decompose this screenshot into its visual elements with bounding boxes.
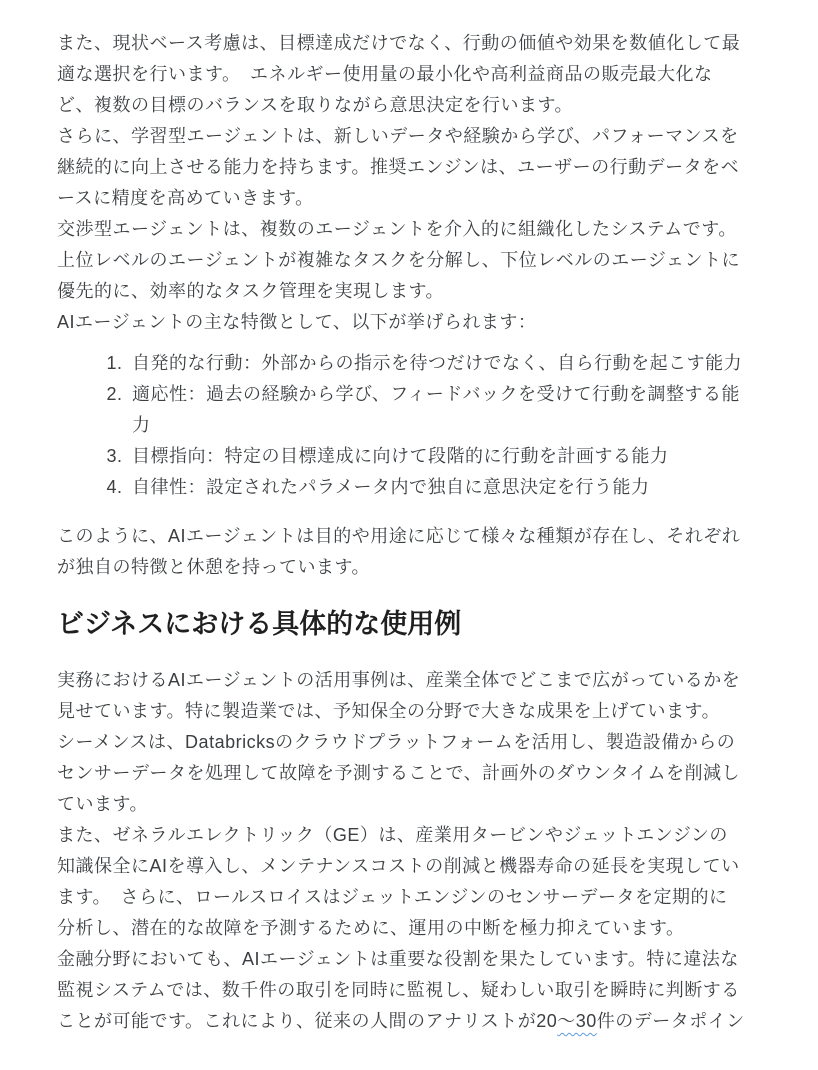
finance-text-before: 金融分野においても、AIエージェントは重要な役割を果たしています。特に違法な監視システムでは、数千件の取引を同時に監視し、疑わしい取引を瞬時に判断することが可能です。これにより、従来の人間のアナリストが20	[57, 949, 740, 1031]
paragraph-features-intro: AIエージェントの主な特徴として、以下が挙げられます：	[57, 312, 537, 332]
list-item-autonomy: 4. 自律性：設定されたパラメータ内で独自に意思決定を行う能力	[128, 472, 745, 503]
paragraph-business-intro: 実務におけるAIエージェントの活用事例は、産業全体でどこまで広がっているかを見せています。特に製造業では、予知保全の分野で大きな成果を上げています。	[57, 670, 741, 721]
paragraph-negotiation-agent: 交渉型エージェントは、複数のエージェントを介入的に組織化したシステムです。上位レベルのエージェントが複雑なタスクを分解し、下位レベルのエージェントに優先的に、効率的なタスク管理を実現します。	[57, 219, 741, 301]
paragraph-finance	[57, 944, 745, 1037]
list-item-goal-orientation: 3. 目標指向：特定の目標達成に向けて段階的に行動を計画する能力	[128, 441, 745, 472]
section-heading-business-use-cases: ビジネスにおける具体的な使用例	[57, 609, 462, 639]
spellcheck-flagged-text: ～30	[557, 1011, 597, 1031]
list-item-proactive-action: 1. 自発的な行動：外部からの指示を待つだけでなく、自ら行動を起こす能力	[128, 348, 745, 379]
paragraph-learning-agent: さらに、学習型エージェントは、新しいデータや経験から学び、パフォーマンスを継続的に向上させる能力を持ちます。推奨エンジンは、ユーザーの行動データをベースに精度を高めていきます。	[57, 126, 740, 208]
paragraph-siemens: シーメンスは、Databricksのクラウドプラットフォームを活用し、製造設備からのセンサーデータを処理して故障を予測することで、計画外のダウンタイムを削減しています。	[57, 732, 741, 814]
features-numbered-list	[57, 348, 745, 503]
list-item-adaptability: 2. 適応性：過去の経験から学び、フィードバックを受けて行動を調整する能力	[128, 379, 745, 441]
paragraph-ge-rollsroyce: また、ゼネラルエレクトリック（GE）は、産業用タービンやジェットエンジンの知識保全にAIを導入し、メンテナンスコストの削減と機器寿命の延長を実現しています。 さらに、ロールスロイスはジェットエンジンのセンサーデータを定期的に分析し、潜在的な故障を予測するために、運用の中断を極力抑えています。	[57, 825, 740, 938]
paragraph-summary: このように、AIエージェントは目的や用途に応じて様々な種類が存在し、それぞれが独自の特徴と休憩を持っています。	[57, 526, 741, 577]
paragraph-utility-based-decision: また、現状ベース考慮は、目標達成だけでなく、行動の価値や効果を数値化して最適な選択を行います。 エネルギー使用量の最小化や高利益商品の販売最大化など、複数の目標のバランスを取りながら意思決定を行います。	[57, 33, 741, 115]
finance-text-after: 件のデータポイン	[596, 1011, 745, 1031]
